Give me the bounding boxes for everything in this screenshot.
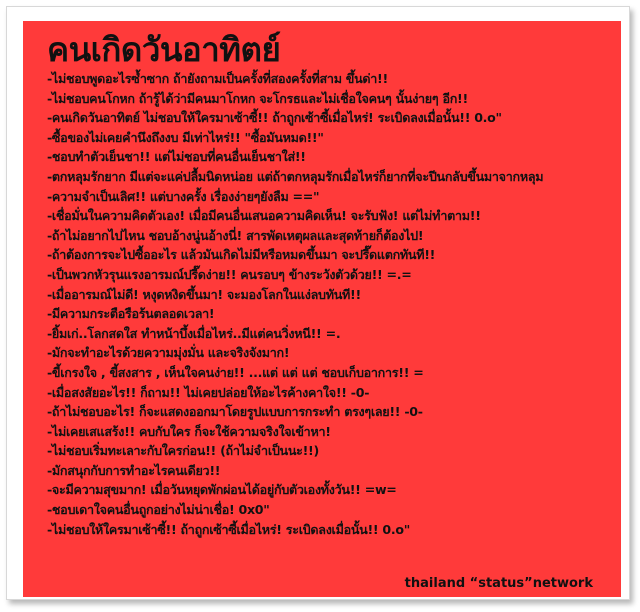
- list-item: -ซื้อของไม่เคยคำนึงถึงงบ มีเท่าไหร่!! "ซื้อมันหมด!!": [47, 129, 324, 145]
- list-item: -ชอบทำตัวเย็นชา!! แต่ไม่ชอบที่คนอื่นเย็นชาใส่!!: [47, 149, 306, 165]
- list-item: -มักจะทำอะไรด้วยความมุ่งมั่น และจริงจังมาก!: [47, 345, 290, 361]
- list-item: -เมื่ออารมณ์ไม่ดี! หงุดหงิดขึ้นมา! จะมองโลกในแง่ลบทันที!!: [47, 286, 361, 302]
- footer-credit: thailand “status”network: [404, 576, 593, 591]
- list-item: -ตกหลุมรักยาก มีแต่จะแค่ปลื้มนิดหน่อย แต่ถ้าตกหลุมรักเมื่อไหร่ก็ยากที่จะปีนกลับขึ้นมาจากหลุม: [47, 168, 544, 184]
- list-item: -มีความกระตือรือร้นตลอดเวลา!: [47, 306, 215, 322]
- list-item: -ขี้เกรงใจ , ขี้สงสาร , เห็นใจคนง่าย!! ...แต่ แต่ แต่ ชอบเก็บอาการ!! =: [47, 364, 424, 380]
- list-item: -ไม่ชอบพูดอะไรซ้ำซาก ถ้ายังถามเป็นครั้งที่สองครั้งที่สาม ขึ้นด่า!!: [47, 71, 388, 86]
- list-item: -ไม่เคยเสแสร้ง!! คบกับใคร ก็จะใช้ความจริงใจเข้าหา!: [47, 423, 331, 439]
- list-item: -ถ้าต้องการจะไปซื้ออะไร แล้วมันเกิดไม่มีหรือหมดขึ้นมา จะปรี๊ดแตกทันที!!: [47, 247, 436, 263]
- list-item: -มักสนุกกับการทำอะไรคนเดียว!!: [47, 462, 221, 478]
- list-item: -ยิ้มเก่..โลกสดใส ทำหน้าบึ้งเมื่อไหร่..มีแต่คนวิ่งหนี!! =.: [47, 325, 341, 341]
- trait-list: [47, 69, 543, 539]
- list-item: -ถ้าไม่อยากไปไหน ชอบอ้างนู่นอ้างนี่! สารพัดเหตุผลและสุดท้ายก็ต้องไป!: [47, 227, 424, 243]
- list-item: -ไม่ชอบคนโกหก ถ้ารู้ได้ว่ามีคนมาโกหก จะโกรธและไม่เชื่อใจคนๆ นั้นง่ายๆ อีก!!: [47, 90, 468, 106]
- list-item: -เป็นพวกหัวรุนแรงอารมณ์ปรี๊ดง่าย!! คนรอบๆ ข้างระวังตัวด้วย!! =.=: [47, 266, 412, 282]
- list-item: -ถ้าไม่ชอบอะไร! ก็จะแสดงออกมาโดยรูปแบบการกระทำ ตรงๆเลย!! -0-: [47, 404, 423, 420]
- list-item: -เชื่อมั่นในความคิดตัวเอง! เมื่อมีคนอื่นเสนอความคิดเห็น! จะรับฟัง! แต่ไม่ทำตาม!!: [47, 208, 481, 224]
- photo-frame: [6, 6, 630, 600]
- list-item: -เมื่อสงสัยอะไร!! ก็ถาม!! ไม่เคยปล่อยให้อะไรค้างคาใจ!! -0-: [47, 384, 370, 400]
- list-item: -ความจำเป็นเลิศ!! แต่บางครั้ง เรื่องง่ายๆยังลืม ==": [47, 188, 320, 204]
- list-item: -ชอบเดาใจคนอื่นถูกอย่างไม่น่าเชื่อ! 0x0": [47, 502, 270, 518]
- list-item: -ไม่ชอบให้ใครมาเซ้าซี้!! ถ้าถูกเซ้าซี้เมื่อไหร่! ระเบิดลงเมื่อนั้น!! 0.o": [47, 521, 410, 537]
- list-item: -จะมีความสุขมาก! เมื่อวันหยุดพักผ่อนได้อยู่กับตัวเองทั้งวัน!! =w=: [47, 482, 397, 498]
- red-card: [23, 21, 621, 597]
- list-item: -ไม่ชอบเริ่มทะเลาะกับใครก่อน!! (ถ้าไม่จำเป็นนะ!!): [47, 443, 319, 459]
- list-item: -คนเกิดวันอาทิตย์ ไม่ชอบให้ใครมาเซ้าซี้!! ถ้าถูกเซ้าซี้เมื่อไหร่! ระเบิดลงเมื่อนั้น!! 0.o": [47, 110, 502, 126]
- page-title: คนเกิดวันอาทิตย์: [47, 30, 281, 69]
